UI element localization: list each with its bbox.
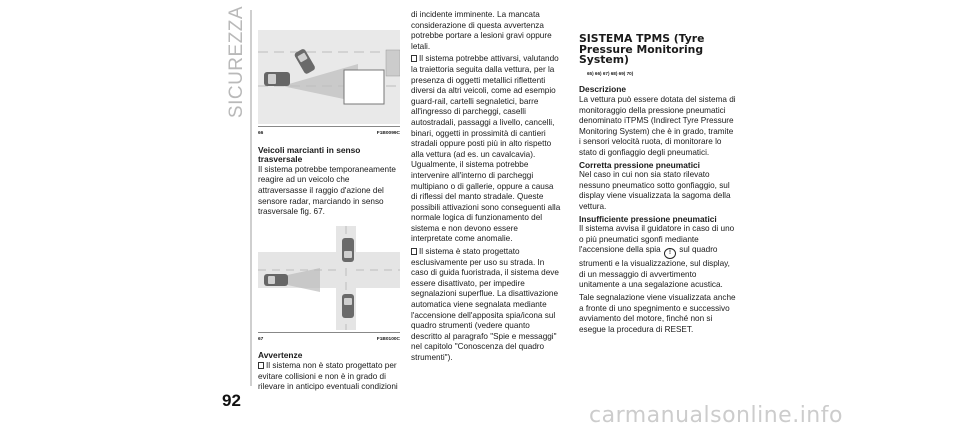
tyre-pressure-warning-icon: ! [664, 248, 676, 259]
figure-67 [258, 226, 400, 330]
section-title-vertical: SICUREZZA [226, 5, 247, 119]
figure-66-number: 66 [258, 131, 264, 136]
paragraph-avvertenze: Il sistema non è stato progettato per evitare collisioni e non è in grado di rilevare in anticipo eventuali condizioni [258, 360, 398, 392]
figure-67-caption [258, 335, 400, 346]
paragraph-fuoristrada: Il sistema è stato progettato esclusivamente per uso su strada. In caso di guida fuoristrada, il sistema deve essere disattivato, per impedire segnalazioni superflue. La disattivazione automatica viene segnalata mediante l'accensione dell'apposita spia/icona sul quadro strumenti (vedere quanto descritto al paragrafo "Spie e messaggi" nel capitolo "Conoscenza del quadro strumenti"). [411, 247, 559, 362]
figure-67-illustration [258, 226, 400, 330]
figure-66 [258, 30, 400, 124]
paragraph-veicoli: Il sistema potrebbe temporaneamente reagire ad un veicolo che attraversasse il raggio d'azione del sensore radar, marciando in senso trasversale fig. 67. [258, 164, 396, 217]
heading-veicoli: Veicoli marcianti in senso trasversale [258, 144, 361, 165]
page-number: 92 [222, 391, 241, 410]
figure-67-rule [258, 332, 400, 333]
heading-corretta-pressione: Corretta pressione pneumatici [579, 159, 701, 170]
paragraph-continuation: di incidente imminente. La mancata considerazione di questa avvertenza potrebbe portare a lesioni gravi oppure letali. [411, 10, 552, 51]
side-rule [250, 10, 252, 386]
figure-66-caption [258, 129, 400, 140]
section-title-tpms: SISTEMA TPMS (Tyre Pressure Monitoring System) [579, 32, 705, 67]
warning-note-icon [411, 55, 417, 62]
column-3 [579, 34, 737, 337]
figure-66-rule [258, 126, 400, 127]
figure-67-code: F1B0100C [376, 336, 400, 342]
warning-references: 65) 66) 67) 68) 69) 70) [587, 70, 634, 76]
heading-descrizione: Descrizione [579, 84, 627, 95]
paragraph-corretta-pressione: Nel caso in cui non sia stato rilevato nessuno pneumatico sotto gonfiaggio, sul display viene visualizzata la sagoma della vettura. [579, 170, 731, 211]
column-1 [258, 30, 400, 395]
warning-note-icon [258, 362, 264, 369]
figure-67-number: 67 [258, 336, 264, 342]
figure-66-illustration [258, 30, 400, 124]
heading-avvertenze: Avvertenze [258, 350, 303, 361]
column-2 [411, 10, 561, 366]
paragraph-attivazioni: Il sistema potrebbe attivarsi, valutando la traiettoria seguita dalla vettura, per la presenza di oggetti metallici riflettenti diversi da altri veicoli, come ad esempio guard-rail, cartelli segnaletici, barre all'ingresso di parcheggi, caselli autostradali, passaggi a livello, cancelli, binari, oggetti in prossimità di cantieri stradali oppure posti più in alto rispetto alla vettura (ad es. un cavalcavia). Ugualmente, il sistema potrebbe intervenire all'interno di parcheggi multipiano o di gallerie, oppure a causa di riflessi del manto stradale. Queste possibili attivazioni sono conseguenti alla normale logica di funzionamento del sistema e non devono essere interpretate come anomalie. [411, 54, 561, 244]
watermark: carmanualsonline.info [589, 403, 843, 428]
warning-note-icon [411, 248, 417, 255]
paragraph-insufficiente-pressione: Il sistema avvisa il guidatore in caso di uno o più pneumatici sgonfi mediante l'accensione della spia ! sul quadro strumenti e la visualizzazione, sul display, di un messaggio di avvertimento unitamente a una segalazione acustica. [579, 224, 735, 290]
paragraph-descrizione: La vettura può essere dotata del sistema di monitoraggio della pressione pneumatici denominato iTPMS (Indirect Tyre Pressure Monitoring System) che è in grado, tramite i sensori velocità ruota, di monitorare lo stato di gonfiaggio degli pneumatici. [579, 94, 736, 157]
paragraph-segnalazione: Tale segnalazione viene visualizzata anche a fronte di uno spegnimento e successivo avviamento del motore, finché non si esegue la procedura di RESET. [579, 293, 736, 334]
figure-66-code: F1B0099C [376, 131, 400, 136]
heading-insufficiente-pressione: Insufficiente pressione pneumatici [579, 213, 717, 224]
